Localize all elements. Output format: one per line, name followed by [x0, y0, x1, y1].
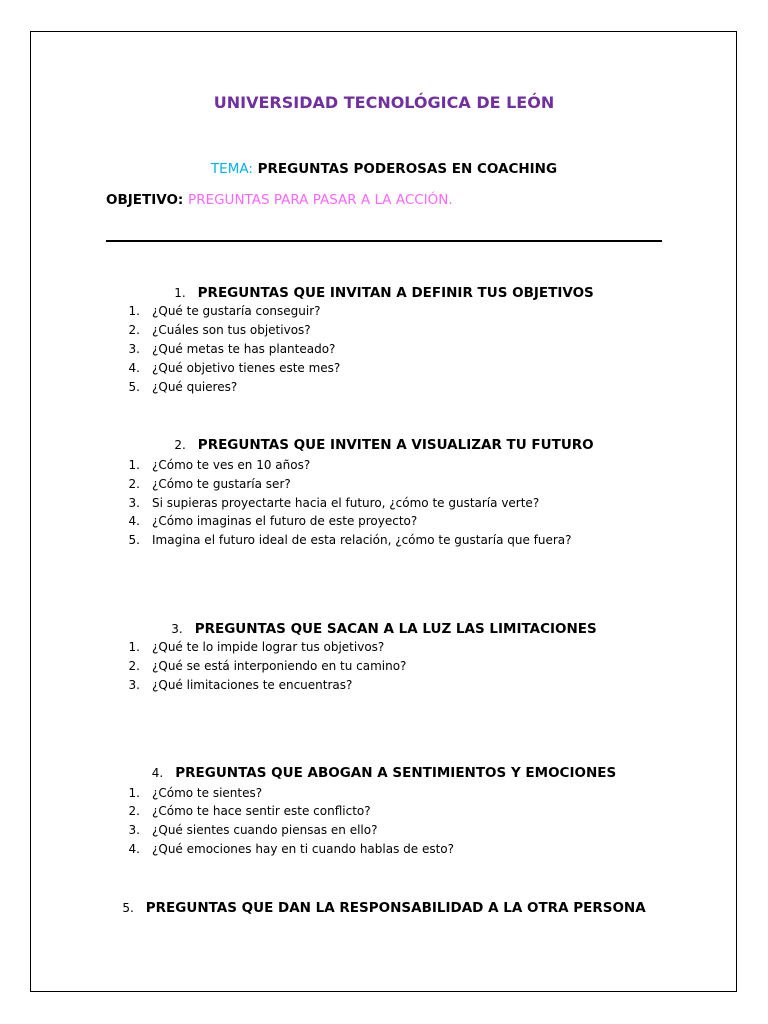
item-number: 1.	[128, 304, 140, 318]
section-number: 4.	[151, 766, 164, 780]
section-heading-1	[0, 285, 768, 301]
item-number: 2.	[128, 659, 140, 673]
item-text: ¿Qué objetivo tienes este mes?	[152, 361, 341, 375]
item-number: 3.	[128, 342, 140, 356]
objetivo-value: PREGUNTAS PARA PASAR A LA ACCIÓN.	[188, 192, 453, 208]
document-title: UNIVERSIDAD TECNOLÓGICA DE LEÓN	[213, 93, 555, 112]
item-text: ¿Qué emociones hay en ti cuando hablas de esto?	[152, 842, 455, 856]
item-number: 5.	[128, 533, 140, 547]
item-text: ¿Cómo te sientes?	[152, 786, 263, 800]
item-number: 1.	[128, 458, 140, 472]
item-text: ¿Qué quieres?	[152, 380, 238, 394]
section-heading-text: PREGUNTAS QUE ABOGAN A SENTIMIENTOS Y EMOCIONES	[175, 765, 617, 781]
section-heading-5	[0, 900, 768, 916]
item-number: 2.	[128, 477, 140, 491]
objetivo-line	[106, 192, 453, 208]
section-number: 5.	[122, 901, 134, 915]
item-number: 1.	[128, 786, 140, 800]
section-number: 3.	[171, 622, 183, 636]
item-number: 3.	[128, 823, 140, 837]
item-text: ¿Qué te lo impide lograr tus objetivos?	[152, 640, 385, 654]
tema-line	[0, 161, 768, 177]
item-text: ¿Cómo te hace sentir este conflicto?	[152, 804, 371, 818]
section-number: 2.	[174, 438, 186, 452]
item-number: 5.	[128, 380, 140, 394]
section-heading-4	[0, 765, 768, 781]
item-text: ¿Cuáles son tus objetivos?	[152, 323, 311, 337]
item-number: 2.	[128, 323, 140, 337]
item-text: ¿Cómo te ves en 10 años?	[152, 458, 311, 472]
section-heading-text: PREGUNTAS QUE INVITAN A DEFINIR TUS OBJETIVOS	[197, 285, 594, 301]
item-text: ¿Qué sientes cuando piensas en ello?	[152, 823, 378, 837]
item-number: 4.	[128, 514, 140, 528]
item-text: ¿Qué metas te has planteado?	[152, 342, 336, 356]
section-heading-text: PREGUNTAS QUE INVITEN A VISUALIZAR TU FUTURO	[197, 437, 594, 453]
section-heading-text: PREGUNTAS QUE DAN LA RESPONSABILIDAD A LA OTRA PERSONA	[145, 900, 646, 916]
item-text: Imagina el futuro ideal de esta relación, ¿cómo te gustaría que fuera?	[152, 533, 572, 547]
section-heading-2	[0, 437, 768, 453]
horizontal-rule	[106, 240, 662, 242]
tema-label: TEMA:	[210, 161, 253, 177]
item-number: 2.	[128, 804, 140, 818]
item-text: ¿Qué limitaciones te encuentras?	[152, 678, 353, 692]
item-text: ¿Cómo te gustaría ser?	[152, 477, 291, 491]
item-number: 1.	[128, 640, 140, 654]
tema-value: PREGUNTAS PODEROSAS EN COACHING	[257, 161, 558, 177]
item-number: 3.	[128, 496, 140, 510]
item-number: 3.	[128, 678, 140, 692]
item-text: Si supieras proyectarte hacia el futuro, ¿cómo te gustaría verte?	[152, 496, 540, 510]
objetivo-label: OBJETIVO:	[106, 192, 184, 208]
item-number: 4.	[128, 842, 140, 856]
item-text: ¿Qué se está interponiendo en tu camino?	[152, 659, 407, 673]
section-heading-3	[0, 621, 768, 637]
item-number: 4.	[128, 361, 140, 375]
item-text: ¿Qué te gustaría conseguir?	[152, 304, 321, 318]
item-text: ¿Cómo imaginas el futuro de este proyecto?	[152, 514, 418, 528]
section-number: 1.	[174, 286, 186, 300]
section-heading-text: PREGUNTAS QUE SACAN A LA LUZ LAS LIMITACIONES	[194, 621, 597, 637]
